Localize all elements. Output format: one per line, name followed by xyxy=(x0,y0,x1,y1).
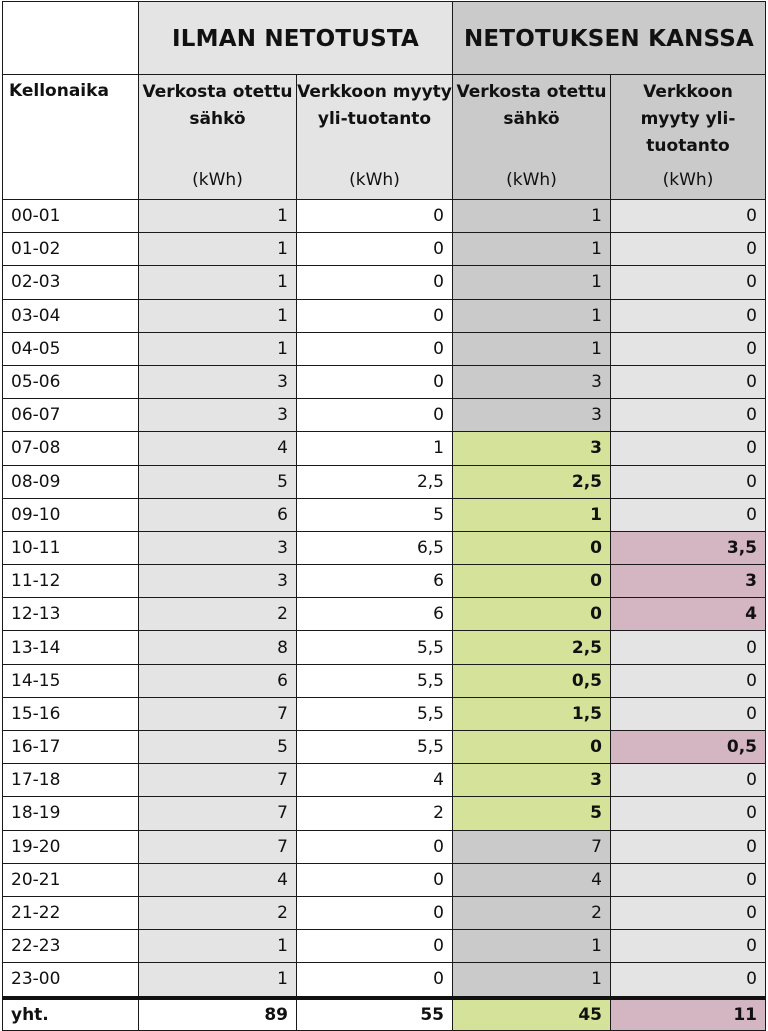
table-row xyxy=(3,863,766,896)
table-row xyxy=(3,233,766,266)
time-cell: 12-13 xyxy=(3,598,139,631)
time-cell: 08-09 xyxy=(3,465,139,498)
with-import-cell: 7 xyxy=(453,830,611,863)
with-export-cell: 0 xyxy=(611,266,766,299)
header-label: Verkosta otettu sähkö xyxy=(456,82,607,129)
time-cell: 06-07 xyxy=(3,399,139,432)
without-export-cell: 5 xyxy=(297,498,453,531)
table-row xyxy=(3,631,766,664)
time-cell: 18-19 xyxy=(3,797,139,830)
with-import-cell: 0 xyxy=(453,731,611,764)
header-without-import xyxy=(139,75,297,200)
time-cell: 02-03 xyxy=(3,266,139,299)
netting-comparison-table xyxy=(2,1,766,1031)
table-row xyxy=(3,399,766,432)
time-cell: 22-23 xyxy=(3,930,139,963)
table-row xyxy=(3,764,766,797)
with-import-cell: 2,5 xyxy=(453,465,611,498)
table-row xyxy=(3,830,766,863)
without-import-cell: 2 xyxy=(139,896,297,929)
header-label: Verkosta otettu sähkö xyxy=(142,82,293,129)
without-import-cell: 1 xyxy=(139,963,297,998)
without-import-cell: 2 xyxy=(139,598,297,631)
table-row xyxy=(3,598,766,631)
header-label: Verkkoon myyty yli-tuotanto xyxy=(297,82,452,129)
without-import-cell: 7 xyxy=(139,764,297,797)
table-row xyxy=(3,498,766,531)
without-import-cell: 3 xyxy=(139,565,297,598)
table-row xyxy=(3,465,766,498)
without-import-cell: 3 xyxy=(139,365,297,398)
time-cell: 16-17 xyxy=(3,731,139,764)
time-cell: 03-04 xyxy=(3,299,139,332)
with-import-cell: 1 xyxy=(453,299,611,332)
time-cell: 11-12 xyxy=(3,565,139,598)
without-export-cell: 0 xyxy=(297,200,453,233)
table-row xyxy=(3,896,766,929)
without-export-cell: 0 xyxy=(297,365,453,398)
without-export-cell: 6 xyxy=(297,565,453,598)
table-row xyxy=(3,200,766,233)
with-import-cell: 3 xyxy=(453,764,611,797)
header-with-import xyxy=(453,75,611,200)
time-cell: 13-14 xyxy=(3,631,139,664)
with-export-cell: 0 xyxy=(611,332,766,365)
without-import-cell: 3 xyxy=(139,531,297,564)
time-cell: 01-02 xyxy=(3,233,139,266)
without-import-cell: 6 xyxy=(139,664,297,697)
without-import-cell: 1 xyxy=(139,930,297,963)
with-import-cell: 1 xyxy=(453,963,611,998)
with-export-cell: 0,5 xyxy=(611,731,766,764)
time-cell: 15-16 xyxy=(3,697,139,730)
total-without-import: 89 xyxy=(139,998,297,1031)
table-row xyxy=(3,565,766,598)
group-header-row xyxy=(3,2,766,75)
with-import-cell: 4 xyxy=(453,863,611,896)
total-without-export: 55 xyxy=(297,998,453,1031)
without-import-cell: 1 xyxy=(139,266,297,299)
time-cell: 04-05 xyxy=(3,332,139,365)
column-header-row xyxy=(3,75,766,200)
without-export-cell: 0 xyxy=(297,930,453,963)
table-row xyxy=(3,266,766,299)
table-row xyxy=(3,664,766,697)
table-row xyxy=(3,365,766,398)
time-cell: 00-01 xyxy=(3,200,139,233)
with-import-cell: 2 xyxy=(453,896,611,929)
with-export-cell: 0 xyxy=(611,764,766,797)
table-row xyxy=(3,332,766,365)
with-export-cell: 0 xyxy=(611,233,766,266)
time-cell: 07-08 xyxy=(3,432,139,465)
unit-label: (kWh) xyxy=(506,170,557,190)
time-cell: 20-21 xyxy=(3,863,139,896)
without-export-cell: 5,5 xyxy=(297,664,453,697)
without-import-cell: 8 xyxy=(139,631,297,664)
group-title-without-netting: ILMAN NETOTUSTA xyxy=(139,2,453,75)
without-export-cell: 0 xyxy=(297,399,453,432)
with-export-cell: 0 xyxy=(611,498,766,531)
with-import-cell: 3 xyxy=(453,365,611,398)
without-export-cell: 6 xyxy=(297,598,453,631)
with-export-cell: 0 xyxy=(611,365,766,398)
without-export-cell: 5,5 xyxy=(297,631,453,664)
time-cell: 19-20 xyxy=(3,830,139,863)
without-import-cell: 7 xyxy=(139,797,297,830)
with-export-cell: 0 xyxy=(611,863,766,896)
unit-label: (kWh) xyxy=(349,170,400,190)
unit-label: (kWh) xyxy=(662,170,714,190)
without-import-cell: 7 xyxy=(139,697,297,730)
with-export-cell: 0 xyxy=(611,930,766,963)
table-row xyxy=(3,697,766,730)
with-import-cell: 1 xyxy=(453,332,611,365)
time-cell: 09-10 xyxy=(3,498,139,531)
with-export-cell: 4 xyxy=(611,598,766,631)
time-cell: 14-15 xyxy=(3,664,139,697)
without-import-cell: 1 xyxy=(139,299,297,332)
without-export-cell: 0 xyxy=(297,299,453,332)
with-export-cell: 0 xyxy=(611,465,766,498)
without-export-cell: 4 xyxy=(297,764,453,797)
with-export-cell: 0 xyxy=(611,797,766,830)
without-import-cell: 1 xyxy=(139,233,297,266)
with-export-cell: 3 xyxy=(611,565,766,598)
total-row xyxy=(3,998,766,1031)
time-cell: 23-00 xyxy=(3,963,139,998)
without-export-cell: 0 xyxy=(297,896,453,929)
time-cell: 21-22 xyxy=(3,896,139,929)
with-import-cell: 1 xyxy=(453,930,611,963)
without-export-cell: 0 xyxy=(297,863,453,896)
without-import-cell: 4 xyxy=(139,863,297,896)
table-row xyxy=(3,797,766,830)
with-import-cell: 5 xyxy=(453,797,611,830)
without-export-cell: 0 xyxy=(297,233,453,266)
with-import-cell: 1,5 xyxy=(453,697,611,730)
table-row xyxy=(3,930,766,963)
header-without-export xyxy=(297,75,453,200)
with-export-cell: 0 xyxy=(611,830,766,863)
corner-cell xyxy=(3,2,139,75)
table-row xyxy=(3,963,766,998)
with-import-cell: 0 xyxy=(453,598,611,631)
group-title-with-netting: NETOTUKSEN KANSSA xyxy=(453,2,766,75)
with-import-cell: 1 xyxy=(453,200,611,233)
without-import-cell: 7 xyxy=(139,830,297,863)
with-export-cell: 0 xyxy=(611,963,766,998)
time-cell: 17-18 xyxy=(3,764,139,797)
with-export-cell: 0 xyxy=(611,631,766,664)
table-row xyxy=(3,531,766,564)
with-export-cell: 0 xyxy=(611,664,766,697)
without-export-cell: 0 xyxy=(297,963,453,998)
with-import-cell: 3 xyxy=(453,399,611,432)
without-export-cell: 2,5 xyxy=(297,465,453,498)
with-import-cell: 2,5 xyxy=(453,631,611,664)
unit-label: (kWh) xyxy=(192,170,243,190)
without-export-cell: 2 xyxy=(297,797,453,830)
with-import-cell: 3 xyxy=(453,432,611,465)
without-import-cell: 4 xyxy=(139,432,297,465)
without-export-cell: 0 xyxy=(297,332,453,365)
without-import-cell: 5 xyxy=(139,465,297,498)
without-export-cell: 0 xyxy=(297,830,453,863)
with-export-cell: 0 xyxy=(611,299,766,332)
total-with-import: 45 xyxy=(453,998,611,1031)
without-export-cell: 5,5 xyxy=(297,731,453,764)
with-export-cell: 3,5 xyxy=(611,531,766,564)
with-export-cell: 0 xyxy=(611,697,766,730)
without-import-cell: 5 xyxy=(139,731,297,764)
with-import-cell: 0 xyxy=(453,565,611,598)
with-export-cell: 0 xyxy=(611,399,766,432)
with-export-cell: 0 xyxy=(611,896,766,929)
with-import-cell: 0,5 xyxy=(453,664,611,697)
without-export-cell: 1 xyxy=(297,432,453,465)
total-label: yht. xyxy=(3,998,139,1031)
with-import-cell: 1 xyxy=(453,266,611,299)
without-export-cell: 5,5 xyxy=(297,697,453,730)
table-row xyxy=(3,432,766,465)
time-column-header: Kellonaika xyxy=(3,75,139,200)
total-with-export: 11 xyxy=(611,998,766,1031)
with-export-cell: 0 xyxy=(611,200,766,233)
without-export-cell: 0 xyxy=(297,266,453,299)
header-with-export xyxy=(611,75,766,200)
with-import-cell: 1 xyxy=(453,233,611,266)
without-import-cell: 1 xyxy=(139,332,297,365)
without-import-cell: 3 xyxy=(139,399,297,432)
without-export-cell: 6,5 xyxy=(297,531,453,564)
with-import-cell: 0 xyxy=(453,531,611,564)
table-row xyxy=(3,299,766,332)
without-import-cell: 6 xyxy=(139,498,297,531)
with-export-cell: 0 xyxy=(611,432,766,465)
time-cell: 10-11 xyxy=(3,531,139,564)
table-row xyxy=(3,731,766,764)
with-import-cell: 1 xyxy=(453,498,611,531)
header-label: Verkkoon myyty yli-tuotanto xyxy=(640,82,736,156)
time-cell: 05-06 xyxy=(3,365,139,398)
without-import-cell: 1 xyxy=(139,200,297,233)
